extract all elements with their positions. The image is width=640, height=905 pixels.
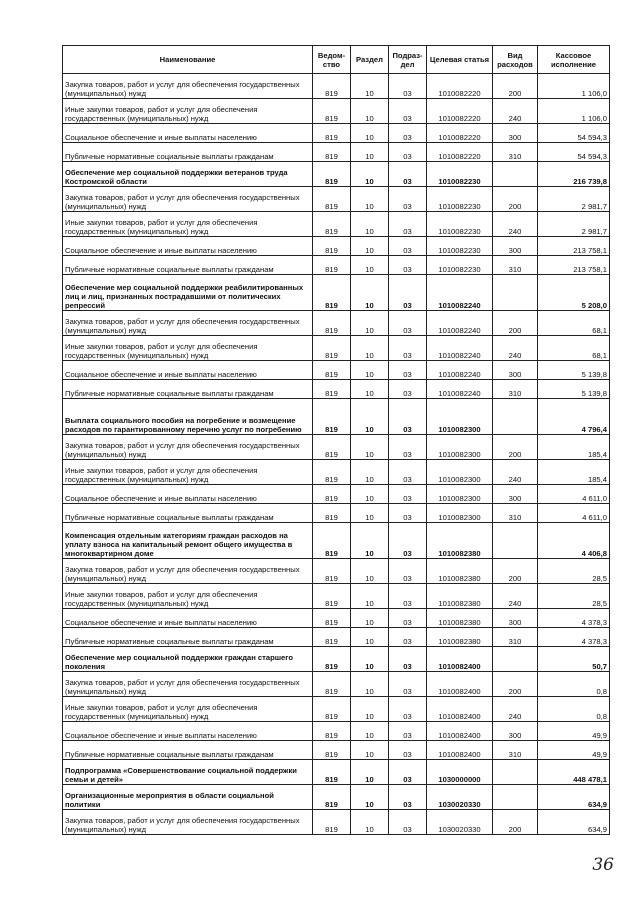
row-expense-type [493, 523, 538, 559]
row-expense-type: 200 [493, 311, 538, 336]
row-cash: 448 478,1 [538, 760, 610, 785]
row-cash: 1 106,0 [538, 99, 610, 124]
row-article: 1030020330 [427, 785, 493, 810]
row-section: 10 [351, 187, 389, 212]
row-dept: 819 [313, 187, 351, 212]
row-cash: 28,5 [538, 559, 610, 584]
row-dept: 819 [313, 647, 351, 672]
row-dept: 819 [313, 504, 351, 523]
row-subsection: 03 [389, 485, 427, 504]
row-expense-type: 310 [493, 628, 538, 647]
table-row [63, 485, 610, 504]
row-subsection: 03 [389, 504, 427, 523]
row-name: Иные закупки товаров, работ и услуг для обеспечения государственных (муниципальных) нужд [63, 697, 313, 722]
row-name: Иные закупки товаров, работ и услуг для обеспечения государственных (муниципальных) нужд [63, 584, 313, 609]
row-subsection: 03 [389, 256, 427, 275]
row-article: 1010082230 [427, 187, 493, 212]
table-row [63, 256, 610, 275]
header-cash: Кассовое исполнение [538, 46, 610, 74]
row-subsection: 03 [389, 584, 427, 609]
row-article: 1030020330 [427, 810, 493, 835]
row-article: 1010082220 [427, 124, 493, 143]
table-row [63, 647, 610, 672]
row-name: Социальное обеспечение и иные выплаты населению [63, 609, 313, 628]
row-expense-type: 310 [493, 256, 538, 275]
row-dept: 819 [313, 584, 351, 609]
row-cash: 213 758,1 [538, 237, 610, 256]
row-dept: 819 [313, 212, 351, 237]
row-article: 1010082230 [427, 162, 493, 187]
row-section: 10 [351, 672, 389, 697]
row-article: 1010082380 [427, 559, 493, 584]
row-cash: 4 406,8 [538, 523, 610, 559]
row-cash: 4 611,0 [538, 485, 610, 504]
row-section: 10 [351, 628, 389, 647]
table-row [63, 399, 610, 435]
row-article: 1010082400 [427, 741, 493, 760]
row-dept: 819 [313, 275, 351, 311]
row-expense-type: 240 [493, 584, 538, 609]
row-article: 1010082300 [427, 399, 493, 435]
header-subsection: Подраз-дел [389, 46, 427, 74]
row-section: 10 [351, 74, 389, 99]
row-article: 1010082400 [427, 697, 493, 722]
row-dept: 819 [313, 485, 351, 504]
table-body [63, 74, 610, 835]
row-article: 1010082230 [427, 212, 493, 237]
row-section: 10 [351, 162, 389, 187]
row-name: Закупка товаров, работ и услуг для обеспечения государственных (муниципальных) нужд [63, 810, 313, 835]
row-expense-type: 310 [493, 143, 538, 162]
row-dept: 819 [313, 380, 351, 399]
row-subsection: 03 [389, 74, 427, 99]
row-article: 1030000000 [427, 760, 493, 785]
row-name: Иные закупки товаров, работ и услуг для обеспечения государственных (муниципальных) нужд [63, 212, 313, 237]
row-subsection: 03 [389, 647, 427, 672]
row-name: Подпрограмма «Совершенствование социальной поддержки семьи и детей» [63, 760, 313, 785]
row-article: 1010082240 [427, 336, 493, 361]
row-dept: 819 [313, 609, 351, 628]
row-cash: 5 139,8 [538, 380, 610, 399]
table-row [63, 162, 610, 187]
page-number: 36 [592, 855, 614, 875]
row-cash: 28,5 [538, 584, 610, 609]
row-expense-type: 200 [493, 74, 538, 99]
table-row [63, 99, 610, 124]
row-dept: 819 [313, 256, 351, 275]
row-name: Закупка товаров, работ и услуг для обеспечения государственных (муниципальных) нужд [63, 74, 313, 99]
table-row [63, 523, 610, 559]
row-section: 10 [351, 697, 389, 722]
row-cash: 185,4 [538, 460, 610, 485]
row-name: Закупка товаров, работ и услуг для обеспечения государственных (муниципальных) нужд [63, 672, 313, 697]
row-expense-type: 200 [493, 672, 538, 697]
table-row [63, 435, 610, 460]
row-name: Социальное обеспечение и иные выплаты населению [63, 124, 313, 143]
row-expense-type: 300 [493, 485, 538, 504]
row-article: 1010082240 [427, 275, 493, 311]
row-subsection: 03 [389, 212, 427, 237]
row-cash: 634,9 [538, 785, 610, 810]
row-section: 10 [351, 485, 389, 504]
row-subsection: 03 [389, 609, 427, 628]
row-subsection: 03 [389, 460, 427, 485]
row-cash: 0,8 [538, 697, 610, 722]
row-section: 10 [351, 124, 389, 143]
row-name: Публичные нормативные социальные выплаты гражданам [63, 256, 313, 275]
row-section: 10 [351, 722, 389, 741]
row-section: 10 [351, 559, 389, 584]
row-name: Иные закупки товаров, работ и услуг для обеспечения государственных (муниципальных) нужд [63, 99, 313, 124]
row-expense-type: 300 [493, 722, 538, 741]
table-row [63, 275, 610, 311]
row-section: 10 [351, 609, 389, 628]
row-cash: 49,9 [538, 741, 610, 760]
row-dept: 819 [313, 74, 351, 99]
table-row [63, 187, 610, 212]
row-dept: 819 [313, 722, 351, 741]
row-dept: 819 [313, 143, 351, 162]
row-cash: 634,9 [538, 810, 610, 835]
row-section: 10 [351, 99, 389, 124]
row-subsection: 03 [389, 124, 427, 143]
row-article: 1010082300 [427, 435, 493, 460]
table-row [63, 628, 610, 647]
row-expense-type [493, 162, 538, 187]
row-dept: 819 [313, 810, 351, 835]
row-article: 1010082230 [427, 237, 493, 256]
row-article: 1010082400 [427, 722, 493, 741]
row-name: Социальное обеспечение и иные выплаты населению [63, 237, 313, 256]
row-subsection: 03 [389, 810, 427, 835]
row-name: Организационные мероприятия в области социальной политики [63, 785, 313, 810]
row-expense-type: 240 [493, 697, 538, 722]
row-dept: 819 [313, 741, 351, 760]
row-subsection: 03 [389, 143, 427, 162]
row-article: 1010082400 [427, 647, 493, 672]
row-cash: 4 378,3 [538, 609, 610, 628]
row-cash: 2 981,7 [538, 212, 610, 237]
header-section: Раздел [351, 46, 389, 74]
row-section: 10 [351, 336, 389, 361]
row-cash: 54 594,3 [538, 143, 610, 162]
row-cash: 1 106,0 [538, 74, 610, 99]
row-name: Социальное обеспечение и иные выплаты населению [63, 485, 313, 504]
row-dept: 819 [313, 760, 351, 785]
row-dept: 819 [313, 785, 351, 810]
row-section: 10 [351, 584, 389, 609]
row-article: 1010082400 [427, 672, 493, 697]
row-expense-type: 310 [493, 380, 538, 399]
row-section: 10 [351, 504, 389, 523]
row-dept: 819 [313, 697, 351, 722]
row-name: Иные закупки товаров, работ и услуг для обеспечения государственных (муниципальных) нужд [63, 460, 313, 485]
row-article: 1010082240 [427, 311, 493, 336]
row-section: 10 [351, 143, 389, 162]
table-row [63, 810, 610, 835]
row-name: Закупка товаров, работ и услуг для обеспечения государственных (муниципальных) нужд [63, 187, 313, 212]
row-cash: 0,8 [538, 672, 610, 697]
header-expense-type: Вид расходов [493, 46, 538, 74]
table-row [63, 336, 610, 361]
row-expense-type: 240 [493, 336, 538, 361]
row-name: Закупка товаров, работ и услуг для обеспечения государственных (муниципальных) нужд [63, 559, 313, 584]
row-cash: 2 981,7 [538, 187, 610, 212]
row-subsection: 03 [389, 697, 427, 722]
row-cash: 68,1 [538, 336, 610, 361]
row-section: 10 [351, 760, 389, 785]
row-expense-type: 200 [493, 810, 538, 835]
row-section: 10 [351, 361, 389, 380]
row-subsection: 03 [389, 99, 427, 124]
row-section: 10 [351, 460, 389, 485]
row-subsection: 03 [389, 237, 427, 256]
row-cash: 213 758,1 [538, 256, 610, 275]
row-article: 1010082240 [427, 380, 493, 399]
table-row [63, 380, 610, 399]
row-section: 10 [351, 399, 389, 435]
row-subsection: 03 [389, 187, 427, 212]
row-expense-type [493, 399, 538, 435]
table-row [63, 311, 610, 336]
row-expense-type: 200 [493, 187, 538, 212]
row-cash: 50,7 [538, 647, 610, 672]
row-subsection: 03 [389, 741, 427, 760]
row-article: 1010082230 [427, 256, 493, 275]
row-cash: 68,1 [538, 311, 610, 336]
row-dept: 819 [313, 672, 351, 697]
row-expense-type: 310 [493, 741, 538, 760]
row-section: 10 [351, 380, 389, 399]
row-expense-type [493, 760, 538, 785]
row-name: Выплата социального пособия на погребение и возмещение расходов по гарантированному перечню услуг по погребению [63, 399, 313, 435]
row-name: Публичные нормативные социальные выплаты гражданам [63, 504, 313, 523]
row-dept: 819 [313, 399, 351, 435]
row-expense-type: 300 [493, 124, 538, 143]
table-header-row [63, 46, 610, 74]
row-article: 1010082220 [427, 99, 493, 124]
budget-execution-table [62, 45, 610, 835]
row-section: 10 [351, 275, 389, 311]
header-article: Целевая статья [427, 46, 493, 74]
row-section: 10 [351, 647, 389, 672]
row-cash: 216 739,8 [538, 162, 610, 187]
row-article: 1010082380 [427, 584, 493, 609]
table-row [63, 212, 610, 237]
table-row [63, 460, 610, 485]
row-section: 10 [351, 810, 389, 835]
row-article: 1010082380 [427, 523, 493, 559]
table-row [63, 143, 610, 162]
row-dept: 819 [313, 311, 351, 336]
row-subsection: 03 [389, 336, 427, 361]
row-cash: 5 208,0 [538, 275, 610, 311]
table-row [63, 741, 610, 760]
row-section: 10 [351, 237, 389, 256]
row-subsection: 03 [389, 760, 427, 785]
row-article: 1010082300 [427, 504, 493, 523]
row-expense-type: 300 [493, 609, 538, 628]
row-cash: 49,9 [538, 722, 610, 741]
table-row [63, 722, 610, 741]
row-expense-type: 240 [493, 212, 538, 237]
row-name: Социальное обеспечение и иные выплаты населению [63, 361, 313, 380]
table-row [63, 504, 610, 523]
row-subsection: 03 [389, 722, 427, 741]
row-dept: 819 [313, 628, 351, 647]
table-row [63, 124, 610, 143]
header-dept: Ведом-ство [313, 46, 351, 74]
table-row [63, 760, 610, 785]
row-dept: 819 [313, 99, 351, 124]
row-section: 10 [351, 435, 389, 460]
row-article: 1010082300 [427, 485, 493, 504]
row-dept: 819 [313, 435, 351, 460]
row-expense-type: 300 [493, 361, 538, 380]
row-subsection: 03 [389, 435, 427, 460]
row-expense-type: 310 [493, 504, 538, 523]
table-row [63, 237, 610, 256]
table-row [63, 361, 610, 380]
row-article: 1010082300 [427, 460, 493, 485]
table-row [63, 74, 610, 99]
row-dept: 819 [313, 237, 351, 256]
row-article: 1010082220 [427, 74, 493, 99]
row-subsection: 03 [389, 361, 427, 380]
row-name: Компенсация отдельным категориям граждан расходов на уплату взноса на капитальный ремонт общего имущества в многоквартирном доме [63, 523, 313, 559]
row-section: 10 [351, 741, 389, 760]
row-dept: 819 [313, 523, 351, 559]
row-name: Социальное обеспечение и иные выплаты населению [63, 722, 313, 741]
row-name: Закупка товаров, работ и услуг для обеспечения государственных (муниципальных) нужд [63, 311, 313, 336]
row-name: Обеспечение мер социальной поддержки реабилитированных лиц и лиц, признанных пострадавшими от политических репрессий [63, 275, 313, 311]
row-section: 10 [351, 212, 389, 237]
row-name: Публичные нормативные социальные выплаты гражданам [63, 628, 313, 647]
table-row [63, 559, 610, 584]
row-subsection: 03 [389, 523, 427, 559]
row-name: Обеспечение мер социальной поддержки ветеранов труда Костромской области [63, 162, 313, 187]
row-name: Иные закупки товаров, работ и услуг для обеспечения государственных (муниципальных) нужд [63, 336, 313, 361]
row-name: Публичные нормативные социальные выплаты гражданам [63, 143, 313, 162]
row-subsection: 03 [389, 785, 427, 810]
row-subsection: 03 [389, 311, 427, 336]
table-row [63, 609, 610, 628]
row-name: Публичные нормативные социальные выплаты гражданам [63, 741, 313, 760]
row-subsection: 03 [389, 672, 427, 697]
row-name: Публичные нормативные социальные выплаты гражданам [63, 380, 313, 399]
row-cash: 185,4 [538, 435, 610, 460]
row-name: Обеспечение мер социальной поддержки граждан старшего поколения [63, 647, 313, 672]
row-dept: 819 [313, 162, 351, 187]
table-row [63, 785, 610, 810]
row-expense-type [493, 647, 538, 672]
header-name: Наименование [63, 46, 313, 74]
row-cash: 5 139,8 [538, 361, 610, 380]
row-subsection: 03 [389, 162, 427, 187]
row-expense-type: 200 [493, 435, 538, 460]
row-dept: 819 [313, 124, 351, 143]
table-row [63, 697, 610, 722]
row-subsection: 03 [389, 399, 427, 435]
table-row [63, 672, 610, 697]
row-dept: 819 [313, 336, 351, 361]
row-expense-type: 240 [493, 99, 538, 124]
row-section: 10 [351, 785, 389, 810]
row-expense-type: 300 [493, 237, 538, 256]
row-cash: 4 378,3 [538, 628, 610, 647]
row-cash: 4 796,4 [538, 399, 610, 435]
row-subsection: 03 [389, 559, 427, 584]
row-article: 1010082380 [427, 628, 493, 647]
row-article: 1010082240 [427, 361, 493, 380]
row-expense-type: 240 [493, 460, 538, 485]
row-subsection: 03 [389, 380, 427, 399]
row-dept: 819 [313, 460, 351, 485]
row-expense-type [493, 275, 538, 311]
row-article: 1010082380 [427, 609, 493, 628]
row-cash: 4 611,0 [538, 504, 610, 523]
row-expense-type [493, 785, 538, 810]
row-dept: 819 [313, 361, 351, 380]
row-section: 10 [351, 256, 389, 275]
row-expense-type: 200 [493, 559, 538, 584]
table-row [63, 584, 610, 609]
row-cash: 54 594,3 [538, 124, 610, 143]
row-dept: 819 [313, 559, 351, 584]
row-subsection: 03 [389, 275, 427, 311]
row-subsection: 03 [389, 628, 427, 647]
row-article: 1010082220 [427, 143, 493, 162]
row-section: 10 [351, 523, 389, 559]
row-name: Закупка товаров, работ и услуг для обеспечения государственных (муниципальных) нужд [63, 435, 313, 460]
row-section: 10 [351, 311, 389, 336]
